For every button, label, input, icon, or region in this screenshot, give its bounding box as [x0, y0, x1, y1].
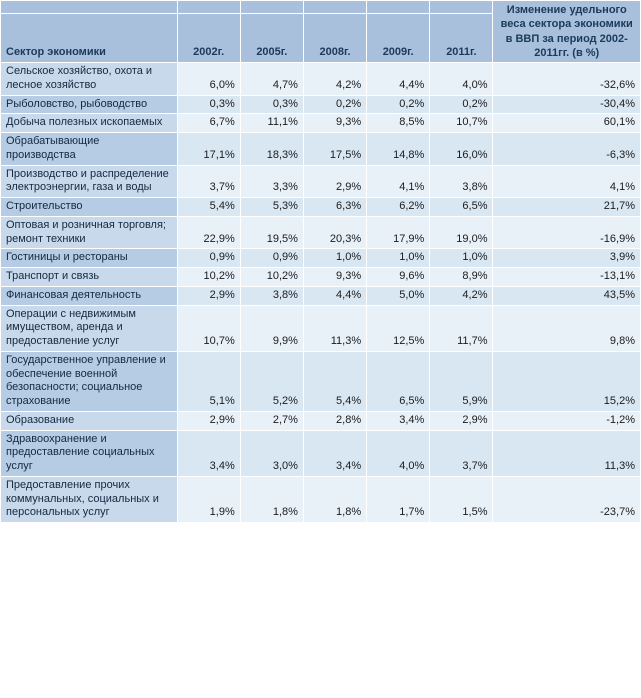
table-row [1, 216, 641, 249]
column-header-change: Изменение удельного веса сектора экономики в ВВП за период 2002-2011гг. (в %) [493, 1, 641, 63]
row-change-value: -6,3% [493, 133, 641, 166]
row-sector-label: Обрабатывающие производства [1, 133, 178, 166]
header-spacer-2008 [303, 1, 366, 14]
row-value-2009: 17,9% [367, 216, 430, 249]
row-value-2008: 2,9% [303, 165, 366, 198]
row-sector-label: Добыча полезных ископаемых [1, 114, 178, 133]
row-value-2005: 3,0% [240, 430, 303, 476]
header-spacer-2005 [240, 1, 303, 14]
row-sector-label: Оптовая и розничная торговля; ремонт техники [1, 216, 178, 249]
row-value-2002: 17,1% [177, 133, 240, 166]
row-value-2009: 4,0% [367, 430, 430, 476]
row-value-2005: 19,5% [240, 216, 303, 249]
row-value-2011: 5,9% [430, 351, 493, 411]
column-header-2008: 2008г. [303, 14, 366, 63]
table-row [1, 63, 641, 96]
row-value-2008: 1,8% [303, 476, 366, 522]
row-value-2008: 3,4% [303, 430, 366, 476]
row-sector-label: Гостиницы и рестораны [1, 249, 178, 268]
table-row [1, 198, 641, 217]
table-row [1, 305, 641, 351]
column-header-2011: 2011г. [430, 14, 493, 63]
row-value-2005: 0,3% [240, 95, 303, 114]
row-value-2002: 5,4% [177, 198, 240, 217]
row-change-value: -16,9% [493, 216, 641, 249]
header-spacer-sector [1, 1, 178, 14]
row-value-2009: 1,0% [367, 249, 430, 268]
row-value-2011: 0,2% [430, 95, 493, 114]
column-header-2009: 2009г. [367, 14, 430, 63]
table-header-top-row [1, 1, 641, 14]
row-value-2002: 5,1% [177, 351, 240, 411]
row-value-2005: 3,8% [240, 286, 303, 305]
row-value-2002: 0,3% [177, 95, 240, 114]
column-header-2002: 2002г. [177, 14, 240, 63]
table-row [1, 249, 641, 268]
row-value-2002: 0,9% [177, 249, 240, 268]
row-change-value: -23,7% [493, 476, 641, 522]
row-value-2008: 20,3% [303, 216, 366, 249]
column-header-sector: Сектор экономики [1, 14, 178, 63]
row-value-2008: 17,5% [303, 133, 366, 166]
row-value-2009: 4,4% [367, 63, 430, 96]
row-change-value: 3,9% [493, 249, 641, 268]
row-value-2008: 9,3% [303, 268, 366, 287]
row-value-2011: 11,7% [430, 305, 493, 351]
row-value-2009: 3,4% [367, 411, 430, 430]
row-value-2011: 8,9% [430, 268, 493, 287]
row-value-2002: 10,7% [177, 305, 240, 351]
row-value-2011: 3,8% [430, 165, 493, 198]
row-value-2008: 5,4% [303, 351, 366, 411]
row-value-2002: 2,9% [177, 286, 240, 305]
row-value-2005: 10,2% [240, 268, 303, 287]
row-value-2009: 0,2% [367, 95, 430, 114]
table-row [1, 114, 641, 133]
row-value-2005: 18,3% [240, 133, 303, 166]
table-row [1, 411, 641, 430]
row-value-2011: 4,0% [430, 63, 493, 96]
row-sector-label: Финансовая деятельность [1, 286, 178, 305]
header-spacer-2002 [177, 1, 240, 14]
row-value-2005: 5,3% [240, 198, 303, 217]
row-change-value: 15,2% [493, 351, 641, 411]
row-change-value: -32,6% [493, 63, 641, 96]
table-row [1, 95, 641, 114]
row-value-2002: 3,7% [177, 165, 240, 198]
row-value-2011: 1,5% [430, 476, 493, 522]
row-value-2005: 4,7% [240, 63, 303, 96]
row-value-2008: 11,3% [303, 305, 366, 351]
row-value-2005: 2,7% [240, 411, 303, 430]
row-value-2011: 4,2% [430, 286, 493, 305]
row-change-value: 9,8% [493, 305, 641, 351]
row-value-2008: 2,8% [303, 411, 366, 430]
row-value-2002: 3,4% [177, 430, 240, 476]
row-change-value: 21,7% [493, 198, 641, 217]
row-value-2008: 9,3% [303, 114, 366, 133]
row-sector-label: Сельское хозяйство, охота и лесное хозяйство [1, 63, 178, 96]
row-sector-label: Государственное управление и обеспечение военной безопасности; социальное страхование [1, 351, 178, 411]
row-value-2002: 6,0% [177, 63, 240, 96]
row-value-2008: 4,4% [303, 286, 366, 305]
row-value-2011: 16,0% [430, 133, 493, 166]
row-value-2005: 11,1% [240, 114, 303, 133]
table-row [1, 165, 641, 198]
row-value-2009: 8,5% [367, 114, 430, 133]
row-value-2011: 19,0% [430, 216, 493, 249]
table-row [1, 268, 641, 287]
row-sector-label: Строительство [1, 198, 178, 217]
table-row [1, 133, 641, 166]
header-spacer-2009 [367, 1, 430, 14]
row-value-2005: 9,9% [240, 305, 303, 351]
row-value-2011: 2,9% [430, 411, 493, 430]
table-row [1, 430, 641, 476]
row-change-value: -30,4% [493, 95, 641, 114]
row-value-2009: 5,0% [367, 286, 430, 305]
row-value-2005: 3,3% [240, 165, 303, 198]
row-value-2002: 2,9% [177, 411, 240, 430]
table-row [1, 351, 641, 411]
row-value-2009: 4,1% [367, 165, 430, 198]
column-header-2005: 2005г. [240, 14, 303, 63]
row-sector-label: Транспорт и связь [1, 268, 178, 287]
row-change-value: -1,2% [493, 411, 641, 430]
row-sector-label: Образование [1, 411, 178, 430]
row-value-2002: 1,9% [177, 476, 240, 522]
row-value-2009: 14,8% [367, 133, 430, 166]
table-row [1, 286, 641, 305]
table-body [1, 63, 641, 523]
row-value-2011: 10,7% [430, 114, 493, 133]
row-value-2002: 22,9% [177, 216, 240, 249]
row-value-2011: 3,7% [430, 430, 493, 476]
row-value-2009: 1,7% [367, 476, 430, 522]
row-sector-label: Операции с недвижимым имуществом, аренда и предоставление услуг [1, 305, 178, 351]
row-value-2009: 9,6% [367, 268, 430, 287]
row-value-2008: 0,2% [303, 95, 366, 114]
row-value-2002: 10,2% [177, 268, 240, 287]
row-value-2008: 1,0% [303, 249, 366, 268]
row-sector-label: Рыболовство, рыбоводство [1, 95, 178, 114]
row-sector-label: Предоставление прочих коммунальных, социальных и персональных услуг [1, 476, 178, 522]
row-change-value: -13,1% [493, 268, 641, 287]
row-change-value: 4,1% [493, 165, 641, 198]
row-value-2011: 1,0% [430, 249, 493, 268]
row-value-2009: 6,2% [367, 198, 430, 217]
row-change-value: 60,1% [493, 114, 641, 133]
table-row [1, 476, 641, 522]
row-value-2005: 0,9% [240, 249, 303, 268]
row-value-2008: 6,3% [303, 198, 366, 217]
row-value-2002: 6,7% [177, 114, 240, 133]
row-value-2009: 12,5% [367, 305, 430, 351]
row-value-2008: 4,2% [303, 63, 366, 96]
row-change-value: 43,5% [493, 286, 641, 305]
row-value-2005: 5,2% [240, 351, 303, 411]
row-value-2009: 6,5% [367, 351, 430, 411]
table-header [1, 1, 641, 63]
row-change-value: 11,3% [493, 430, 641, 476]
row-value-2011: 6,5% [430, 198, 493, 217]
row-sector-label: Производство и распределение электроэнергии, газа и воды [1, 165, 178, 198]
header-spacer-2011 [430, 1, 493, 14]
row-value-2005: 1,8% [240, 476, 303, 522]
row-sector-label: Здравоохранение и предоставление социальных услуг [1, 430, 178, 476]
